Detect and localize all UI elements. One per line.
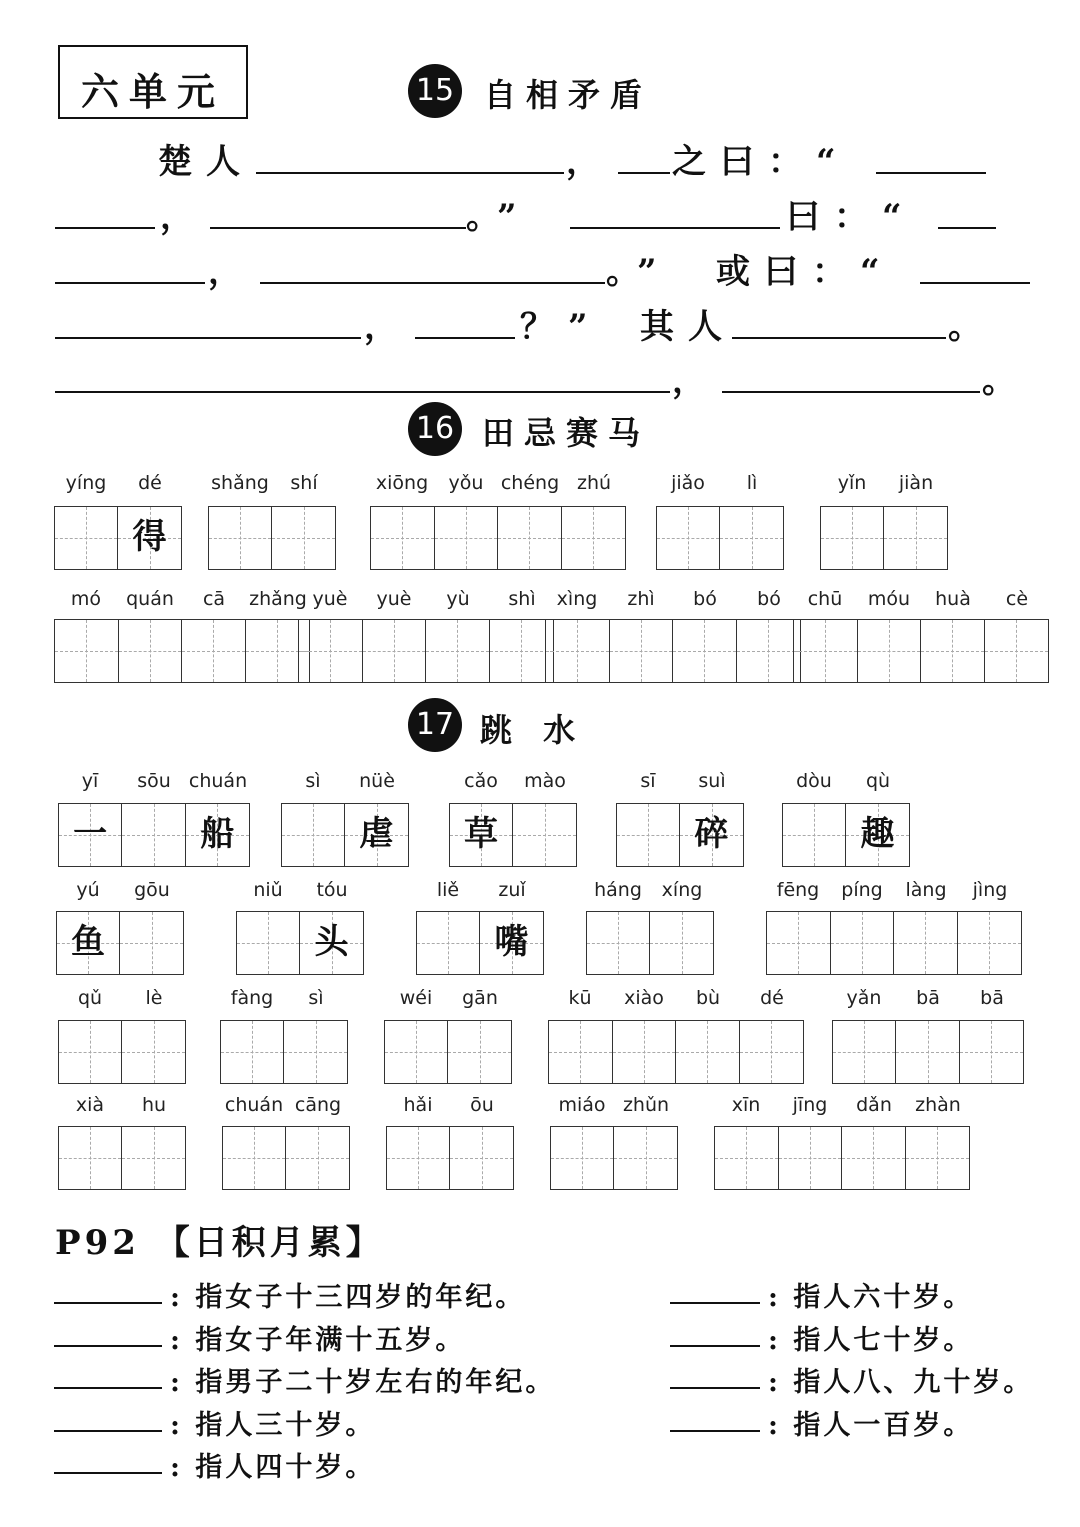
pinyin-label: huà [935, 588, 971, 610]
definition-text: : 指人四十岁。 [170, 1452, 376, 1483]
writing-cell[interactable] [958, 912, 1022, 974]
pinyin-label: xīn [731, 1094, 761, 1116]
writing-cell[interactable] [345, 804, 408, 866]
l16-r1-answer-grid[interactable] [208, 506, 336, 570]
pinyin-label: xiào [624, 987, 664, 1009]
pinyin-label: chū [807, 588, 843, 610]
writing-cell[interactable] [223, 1127, 286, 1189]
writing-cell[interactable] [894, 912, 958, 974]
writing-cell[interactable] [385, 1021, 448, 1083]
l17-r1-answer-grid[interactable] [281, 803, 409, 867]
passage-text: ， [566, 142, 614, 182]
blank-line[interactable] [210, 227, 466, 229]
given-character: 虐 [359, 814, 394, 854]
given-character: 鱼 [71, 922, 105, 962]
l17-r3-answer-grid[interactable] [548, 1020, 804, 1084]
writing-cell[interactable] [221, 1021, 284, 1083]
given-character: 碎 [694, 814, 729, 854]
pinyin-label: sì [305, 770, 321, 792]
writing-cell[interactable] [546, 620, 610, 682]
writing-cell[interactable] [282, 804, 345, 866]
pinyin-label: gōu [134, 879, 170, 901]
answer-blank[interactable] [54, 1387, 162, 1389]
writing-cell[interactable] [237, 912, 300, 974]
pinyin-label: zhàn [915, 1094, 961, 1116]
definition-text: : 指女子年满十五岁。 [170, 1324, 466, 1356]
blank-line[interactable] [260, 282, 605, 284]
l17-r2-answer-grid[interactable] [766, 911, 1022, 975]
writing-cell[interactable] [676, 1021, 740, 1083]
pinyin-label: zhì [627, 588, 655, 610]
writing-cell[interactable] [417, 912, 480, 974]
given-character: 草 [464, 814, 498, 854]
given-character: 船 [200, 814, 235, 854]
l16-r2-answer-grid[interactable] [545, 619, 801, 683]
passage-text: ， [364, 307, 412, 347]
writing-cell[interactable] [783, 804, 846, 866]
pinyin-label: zhǔn [622, 1094, 670, 1116]
answer-blank[interactable] [54, 1345, 162, 1347]
writing-cell[interactable] [363, 620, 427, 682]
l16-r1-answer-grid[interactable] [54, 506, 182, 570]
pinyin-label: shí [290, 472, 318, 494]
pinyin-label: zuǐ [498, 879, 526, 901]
writing-cell[interactable] [59, 804, 122, 866]
blank-line[interactable] [722, 391, 980, 393]
writing-cell[interactable] [450, 1127, 513, 1189]
l17-r4-answer-grid[interactable] [386, 1126, 514, 1190]
writing-cell[interactable] [186, 804, 249, 866]
pinyin-label: yú [76, 879, 100, 901]
pinyin-label: kū [568, 987, 592, 1009]
writing-cell[interactable] [55, 507, 118, 569]
pinyin-label: yǐn [837, 472, 867, 494]
pinyin-label: wéi [399, 987, 433, 1009]
writing-cell[interactable] [120, 912, 183, 974]
blank-line[interactable] [618, 172, 670, 174]
writing-cell[interactable] [846, 804, 909, 866]
writing-cell[interactable] [122, 804, 185, 866]
writing-cell[interactable] [299, 620, 363, 682]
passage-text: ， [208, 252, 256, 292]
writing-cell[interactable] [480, 912, 543, 974]
writing-cell[interactable] [821, 507, 884, 569]
pinyin-label: xìng [556, 588, 598, 610]
writing-cell[interactable] [884, 507, 947, 569]
writing-cell[interactable] [498, 507, 562, 569]
l17-r3-answer-grid[interactable] [832, 1020, 1024, 1084]
l17-r4-answer-grid[interactable] [550, 1126, 678, 1190]
pinyin-label: háng [594, 879, 642, 901]
answer-blank[interactable] [54, 1472, 162, 1474]
unit-title-box [58, 45, 248, 119]
pinyin-label: mào [524, 770, 566, 792]
writing-cell[interactable] [715, 1127, 779, 1189]
lesson-15-number: 15 [408, 64, 462, 118]
pinyin-label: chéng [500, 472, 560, 494]
writing-cell[interactable] [858, 620, 922, 682]
pinyin-label: bā [980, 987, 1004, 1009]
answer-blank[interactable] [670, 1387, 760, 1389]
pinyin-label: mó [70, 588, 102, 610]
pinyin-label: dé [760, 987, 784, 1009]
l16-r2-answer-grid[interactable] [298, 619, 554, 683]
writing-cell[interactable] [182, 620, 246, 682]
pinyin-label: xíng [661, 879, 703, 901]
writing-cell[interactable] [617, 804, 680, 866]
pinyin-label: yuè [376, 588, 412, 610]
writing-cell[interactable] [740, 1021, 804, 1083]
writing-cell[interactable] [613, 1021, 677, 1083]
pinyin-label: hu [141, 1094, 167, 1116]
writing-cell[interactable] [209, 507, 272, 569]
blank-line[interactable] [732, 337, 946, 339]
l17-r1-answer-grid[interactable] [449, 803, 577, 867]
pinyin-label: gān [462, 987, 498, 1009]
writing-cell[interactable] [680, 804, 743, 866]
pinyin-label: liě [436, 879, 460, 901]
pinyin-label: bó [693, 588, 717, 610]
passage-text: 或曰：“ [716, 252, 894, 292]
l16-r2-answer-grid[interactable] [54, 619, 310, 683]
lesson-16-number: 16 [408, 402, 462, 456]
writing-cell[interactable] [426, 620, 490, 682]
writing-cell[interactable] [122, 1021, 185, 1083]
l17-r1-answer-grid[interactable] [782, 803, 910, 867]
l17-r2-answer-grid[interactable] [586, 911, 714, 975]
given-character: 趣 [860, 814, 895, 854]
writing-cell[interactable] [921, 620, 985, 682]
writing-cell[interactable] [286, 1127, 349, 1189]
pinyin-label: yǒu [448, 472, 484, 494]
writing-cell[interactable] [55, 620, 119, 682]
pinyin-label: yī [81, 770, 99, 792]
lesson-15-title: 自相矛盾 [484, 76, 653, 114]
l16-r2-answer-grid[interactable] [793, 619, 1049, 683]
lesson-17-title: 跳 水 [480, 711, 586, 749]
l17-r4-answer-grid[interactable] [222, 1126, 350, 1190]
writing-cell[interactable] [272, 507, 335, 569]
l17-r3-answer-grid[interactable] [384, 1020, 512, 1084]
pinyin-label: cǎo [464, 770, 498, 792]
pinyin-label: jìng [972, 879, 1008, 901]
writing-cell[interactable] [737, 620, 801, 682]
pinyin-label: fàng [230, 987, 274, 1009]
writing-cell[interactable] [122, 1127, 185, 1189]
writing-cell[interactable] [562, 507, 626, 569]
answer-blank[interactable] [54, 1430, 162, 1432]
definition-text: : 指人六十岁。 [768, 1282, 974, 1313]
answer-blank[interactable] [670, 1430, 760, 1432]
passage-text: ？” [520, 307, 602, 347]
passage-text: 之曰：“ [672, 142, 850, 182]
writing-cell[interactable] [833, 1021, 896, 1083]
pinyin-label: suì [698, 770, 726, 792]
definition-text: : 指男子二十岁左右的年纪。 [170, 1367, 556, 1398]
pinyin-label: móu [867, 588, 911, 610]
pinyin-label: nüè [359, 770, 395, 792]
accumulation-heading: P92 【日积月累】 [55, 1223, 384, 1263]
pinyin-label: cā [202, 588, 226, 610]
writing-cell[interactable] [284, 1021, 347, 1083]
l16-r1-answer-grid[interactable] [656, 506, 784, 570]
answer-blank[interactable] [670, 1345, 760, 1347]
blank-line[interactable] [570, 227, 780, 229]
pinyin-label: làng [905, 879, 947, 901]
lesson-17-number: 17 [408, 698, 462, 752]
writing-cell[interactable] [720, 507, 783, 569]
writing-cell[interactable] [551, 1127, 614, 1189]
given-character: 得 [132, 517, 167, 557]
lesson-16-title: 田忌赛马 [482, 414, 651, 452]
pinyin-label: lè [145, 987, 163, 1009]
pinyin-label: ōu [470, 1094, 494, 1116]
pinyin-label: shǎng [211, 472, 269, 494]
writing-cell[interactable] [118, 507, 181, 569]
writing-cell[interactable] [650, 912, 713, 974]
passage-text: 。” [606, 252, 671, 292]
answer-blank[interactable] [54, 1302, 162, 1304]
pinyin-label: xiōng [375, 472, 429, 494]
passage-text: 曰：“ [786, 197, 916, 237]
writing-cell[interactable] [59, 1021, 122, 1083]
passage-text: ， [672, 361, 720, 401]
blank-line[interactable] [920, 282, 1030, 284]
given-character: 一 [73, 814, 108, 854]
passage-text: 。 [982, 361, 1030, 401]
pinyin-label: cāng [294, 1094, 342, 1116]
given-character: 嘴 [494, 922, 529, 962]
l17-r2-answer-grid[interactable] [56, 911, 184, 975]
pinyin-label: quán [126, 588, 174, 610]
pinyin-label: bā [916, 987, 940, 1009]
pinyin-label: chuán [224, 1094, 284, 1116]
writing-cell[interactable] [657, 507, 720, 569]
l17-r4-answer-grid[interactable] [58, 1126, 186, 1190]
writing-cell[interactable] [387, 1127, 450, 1189]
pinyin-label: qǔ [77, 987, 103, 1009]
blank-line[interactable] [876, 172, 986, 174]
pinyin-label: fēng [776, 879, 820, 901]
pinyin-label: chuán [188, 770, 248, 792]
pinyin-label: dé [138, 472, 162, 494]
pinyin-label: cè [1005, 588, 1029, 610]
blank-line[interactable] [55, 282, 205, 284]
writing-cell[interactable] [549, 1021, 613, 1083]
writing-cell[interactable] [371, 507, 435, 569]
passage-text: 其人 [640, 307, 736, 347]
writing-cell[interactable] [985, 620, 1049, 682]
writing-cell[interactable] [450, 804, 513, 866]
pinyin-label: yù [446, 588, 470, 610]
writing-cell[interactable] [119, 620, 183, 682]
l17-r4-answer-grid[interactable] [714, 1126, 970, 1190]
pinyin-label: jiàn [898, 472, 934, 494]
passage-text: 。” [466, 197, 531, 237]
l16-r1-answer-grid[interactable] [370, 506, 626, 570]
pinyin-label: xià [75, 1094, 105, 1116]
pinyin-label: qù [865, 770, 891, 792]
pinyin-label: jiǎo [671, 472, 705, 494]
writing-cell[interactable] [767, 912, 831, 974]
definition-text: : 指人八、九十岁。 [768, 1367, 1034, 1398]
definition-text: : 指女子十三四岁的年纪。 [170, 1282, 526, 1313]
writing-cell[interactable] [614, 1127, 677, 1189]
unit-title: 六单元 [80, 70, 225, 114]
writing-cell[interactable] [57, 912, 120, 974]
pinyin-label: bó [757, 588, 781, 610]
writing-cell[interactable] [960, 1021, 1023, 1083]
blank-line[interactable] [256, 172, 564, 174]
l17-r1-answer-grid[interactable] [58, 803, 250, 867]
pinyin-label: shì [508, 588, 536, 610]
definition-text: : 指人三十岁。 [170, 1409, 376, 1441]
l17-r2-answer-grid[interactable] [416, 911, 544, 975]
pinyin-label: niǔ [253, 879, 283, 901]
writing-cell[interactable] [587, 912, 650, 974]
pinyin-label: sōu [137, 770, 171, 792]
writing-cell[interactable] [779, 1127, 843, 1189]
blank-line[interactable] [938, 227, 996, 229]
pinyin-label: lì [746, 472, 758, 494]
blank-line[interactable] [55, 337, 361, 339]
pinyin-label: sī [640, 770, 656, 792]
definition-text: : 指人七十岁。 [768, 1324, 974, 1356]
writing-cell[interactable] [673, 620, 737, 682]
writing-cell[interactable] [831, 912, 895, 974]
pinyin-label: zhǎng [249, 588, 307, 610]
writing-cell[interactable] [794, 620, 858, 682]
writing-cell[interactable] [435, 507, 499, 569]
l16-r1-answer-grid[interactable] [820, 506, 948, 570]
blank-line[interactable] [415, 337, 515, 339]
writing-cell[interactable] [513, 804, 576, 866]
pinyin-label: dòu [796, 770, 832, 792]
pinyin-label: yuè [312, 588, 348, 610]
pinyin-label: jīng [792, 1094, 828, 1116]
pinyin-label: zhú [576, 472, 612, 494]
writing-cell[interactable] [448, 1021, 511, 1083]
writing-cell[interactable] [906, 1127, 970, 1189]
writing-cell[interactable] [59, 1127, 122, 1189]
writing-cell[interactable] [610, 620, 674, 682]
pinyin-label: miáo [558, 1094, 606, 1116]
writing-cell[interactable] [896, 1021, 959, 1083]
pinyin-label: píng [841, 879, 883, 901]
passage-text: 。 [948, 307, 996, 347]
pinyin-label: bù [695, 987, 721, 1009]
l17-r1-answer-grid[interactable] [616, 803, 744, 867]
passage-text: ， [160, 197, 208, 237]
writing-cell[interactable] [490, 620, 554, 682]
pinyin-label: hǎi [403, 1094, 433, 1116]
passage-text: 楚人 [158, 142, 254, 182]
l17-r2-answer-grid[interactable] [236, 911, 364, 975]
given-character: 头 [314, 922, 349, 962]
blank-line[interactable] [55, 391, 670, 393]
l17-r3-answer-grid[interactable] [220, 1020, 348, 1084]
pinyin-label: dǎn [856, 1094, 892, 1116]
writing-cell[interactable] [842, 1127, 906, 1189]
writing-cell[interactable] [300, 912, 363, 974]
pinyin-label: yíng [65, 472, 107, 494]
answer-blank[interactable] [670, 1302, 760, 1304]
pinyin-label: yǎn [846, 987, 882, 1009]
pinyin-label: tóu [316, 879, 348, 901]
definition-text: : 指人一百岁。 [768, 1409, 974, 1441]
blank-line[interactable] [55, 227, 155, 229]
l17-r3-answer-grid[interactable] [58, 1020, 186, 1084]
pinyin-label: sì [308, 987, 324, 1009]
